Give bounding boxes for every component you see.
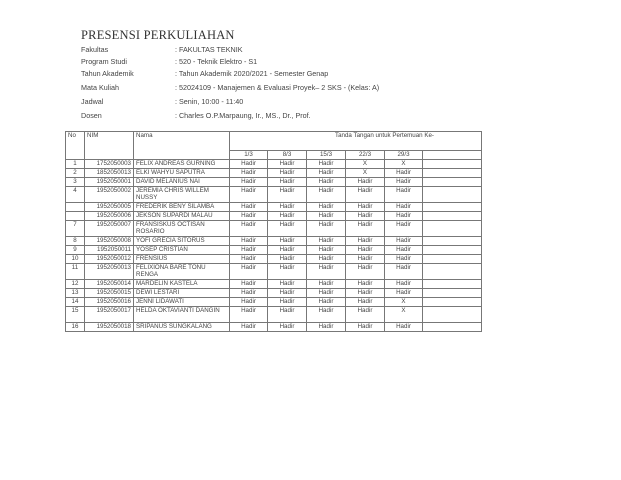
date-cell: 22/3 bbox=[346, 151, 385, 160]
row-attendance: Hadir bbox=[268, 246, 307, 255]
table-row bbox=[66, 255, 482, 264]
row-attendance: Hadir bbox=[307, 280, 346, 289]
row-attendance: Hadir bbox=[307, 289, 346, 298]
row-nim: 1952050005 bbox=[85, 203, 134, 212]
row-attendance: Hadir bbox=[268, 289, 307, 298]
row-attendance: Hadir bbox=[230, 323, 268, 332]
info-label: Jadwal bbox=[81, 97, 104, 106]
row-empty bbox=[423, 323, 482, 332]
row-empty bbox=[423, 203, 482, 212]
row-no: 12 bbox=[66, 280, 85, 289]
row-empty bbox=[423, 280, 482, 289]
row-nim: 1952050018 bbox=[85, 323, 134, 332]
table-row bbox=[66, 298, 482, 307]
row-attendance: Hadir bbox=[230, 187, 268, 203]
row-attendance: Hadir bbox=[346, 323, 385, 332]
row-nama: DEWI LESTARI bbox=[134, 289, 230, 298]
row-attendance: Hadir bbox=[385, 289, 423, 298]
row-nama: JENNI LIDAWATI bbox=[134, 298, 230, 307]
row-attendance: Hadir bbox=[268, 298, 307, 307]
row-attendance: Hadir bbox=[307, 246, 346, 255]
row-attendance: Hadir bbox=[268, 264, 307, 280]
info-label: Fakultas bbox=[81, 45, 109, 54]
row-empty bbox=[423, 178, 482, 187]
row-attendance: Hadir bbox=[346, 289, 385, 298]
row-empty bbox=[423, 169, 482, 178]
row-no: 3 bbox=[66, 178, 85, 187]
row-attendance: Hadir bbox=[307, 255, 346, 264]
row-attendance: Hadir bbox=[230, 221, 268, 237]
row-no bbox=[66, 203, 85, 212]
date-cell: 8/3 bbox=[268, 151, 307, 160]
row-attendance: Hadir bbox=[385, 169, 423, 178]
row-attendance: Hadir bbox=[385, 237, 423, 246]
row-nim: 1752050003 bbox=[85, 160, 134, 169]
page-title: PRESENSI PERKULIAHAN bbox=[81, 28, 235, 42]
row-nama: YOFI GRECIA SITORUS bbox=[134, 237, 230, 246]
row-attendance: Hadir bbox=[268, 203, 307, 212]
row-no: 14 bbox=[66, 298, 85, 307]
row-nama: ELKI WAHYU SAPUTRA bbox=[134, 169, 230, 178]
row-attendance: Hadir bbox=[346, 212, 385, 221]
row-nama: FELIX ANDREAS GURNING bbox=[134, 160, 230, 169]
row-attendance: Hadir bbox=[268, 221, 307, 237]
row-nama: YOSEP CRISTIAN bbox=[134, 246, 230, 255]
row-nama: HELDA OKTAVIANTI DANGIN bbox=[134, 307, 230, 323]
row-nim: 1952050016 bbox=[85, 298, 134, 307]
row-nim: 1952050012 bbox=[85, 255, 134, 264]
info-value: : 52024109 - Manajemen & Evaluasi Proyek– 2 SKS - (Kelas: A) bbox=[175, 83, 380, 92]
attendance-table bbox=[65, 131, 482, 332]
row-attendance: Hadir bbox=[230, 237, 268, 246]
row-attendance: Hadir bbox=[385, 187, 423, 203]
table-row bbox=[66, 160, 482, 169]
row-no: 8 bbox=[66, 237, 85, 246]
info-label: Mata Kuliah bbox=[81, 83, 119, 92]
row-attendance: Hadir bbox=[307, 237, 346, 246]
table-header-row bbox=[66, 132, 482, 151]
row-no: 10 bbox=[66, 255, 85, 264]
row-attendance: Hadir bbox=[230, 264, 268, 280]
row-no: 4 bbox=[66, 187, 85, 203]
row-nama: FRENSIUS bbox=[134, 255, 230, 264]
row-empty bbox=[423, 298, 482, 307]
table-row bbox=[66, 212, 482, 221]
row-attendance: Hadir bbox=[268, 307, 307, 323]
row-attendance: X bbox=[346, 169, 385, 178]
row-attendance: Hadir bbox=[268, 237, 307, 246]
row-attendance: Hadir bbox=[346, 298, 385, 307]
row-attendance: Hadir bbox=[230, 280, 268, 289]
row-empty bbox=[423, 289, 482, 298]
row-attendance: Hadir bbox=[307, 169, 346, 178]
row-empty bbox=[423, 264, 482, 280]
table-row bbox=[66, 264, 482, 280]
row-attendance: Hadir bbox=[230, 203, 268, 212]
row-attendance: Hadir bbox=[230, 298, 268, 307]
header-no: No bbox=[66, 132, 85, 160]
row-attendance: Hadir bbox=[268, 169, 307, 178]
row-no: 1 bbox=[66, 160, 85, 169]
table-row bbox=[66, 280, 482, 289]
row-attendance: Hadir bbox=[230, 169, 268, 178]
row-attendance: Hadir bbox=[268, 178, 307, 187]
row-attendance: Hadir bbox=[385, 203, 423, 212]
row-attendance: Hadir bbox=[307, 298, 346, 307]
row-attendance: Hadir bbox=[346, 178, 385, 187]
row-empty bbox=[423, 246, 482, 255]
info-value: : Charles O.P.Marpaung, Ir., MS., Dr., Prof. bbox=[175, 111, 311, 120]
header-tanda-tangan: Tanda Tangan untuk Pertemuan Ke- bbox=[230, 132, 482, 151]
row-nim: 1952050014 bbox=[85, 280, 134, 289]
row-attendance: Hadir bbox=[307, 323, 346, 332]
row-attendance: Hadir bbox=[346, 280, 385, 289]
row-empty bbox=[423, 187, 482, 203]
row-attendance: Hadir bbox=[268, 255, 307, 264]
row-attendance: Hadir bbox=[268, 187, 307, 203]
row-nama: SRIPANUS SUNGKALANG bbox=[134, 323, 230, 332]
row-attendance: Hadir bbox=[307, 203, 346, 212]
row-attendance: Hadir bbox=[230, 289, 268, 298]
row-nama: FREDERIK BENY SILAMBA bbox=[134, 203, 230, 212]
row-attendance: Hadir bbox=[346, 221, 385, 237]
row-nim: 1952050011 bbox=[85, 246, 134, 255]
row-attendance: X bbox=[385, 298, 423, 307]
row-nim: 1952050013 bbox=[85, 264, 134, 280]
row-empty bbox=[423, 212, 482, 221]
table-row bbox=[66, 178, 482, 187]
row-attendance: Hadir bbox=[346, 237, 385, 246]
row-empty bbox=[423, 255, 482, 264]
info-value: : FAKULTAS TEKNIK bbox=[175, 45, 243, 54]
row-nim: 1952050007 bbox=[85, 221, 134, 237]
table-row bbox=[66, 323, 482, 332]
row-attendance: Hadir bbox=[307, 187, 346, 203]
row-nim: 1952050006 bbox=[85, 212, 134, 221]
table-row bbox=[66, 307, 482, 323]
row-attendance: Hadir bbox=[230, 212, 268, 221]
info-value: : Senin, 10:00 - 11:40 bbox=[175, 97, 244, 106]
row-empty bbox=[423, 160, 482, 169]
row-nama: JEKSON SUPARDI MALAU bbox=[134, 212, 230, 221]
row-attendance: Hadir bbox=[385, 246, 423, 255]
row-attendance: X bbox=[385, 160, 423, 169]
row-nim: 1852050013 bbox=[85, 169, 134, 178]
row-attendance: Hadir bbox=[307, 264, 346, 280]
row-empty bbox=[423, 237, 482, 246]
date-cell-empty bbox=[423, 151, 482, 160]
row-nim: 1952050008 bbox=[85, 237, 134, 246]
row-attendance: Hadir bbox=[385, 255, 423, 264]
table-row bbox=[66, 169, 482, 178]
row-attendance: Hadir bbox=[385, 221, 423, 237]
row-attendance: Hadir bbox=[307, 221, 346, 237]
row-nama: JEREMIA CHRIS WILLEM NUSSY bbox=[134, 187, 230, 203]
row-nim: 1952050001 bbox=[85, 178, 134, 187]
date-cell: 15/3 bbox=[307, 151, 346, 160]
row-attendance: Hadir bbox=[385, 323, 423, 332]
row-attendance: Hadir bbox=[307, 160, 346, 169]
header-nim: NIM bbox=[85, 132, 134, 160]
table-row bbox=[66, 237, 482, 246]
table-row bbox=[66, 289, 482, 298]
row-attendance: Hadir bbox=[307, 178, 346, 187]
row-attendance: Hadir bbox=[346, 203, 385, 212]
date-cell: 29/3 bbox=[385, 151, 423, 160]
date-cell: 1/3 bbox=[230, 151, 268, 160]
row-attendance: Hadir bbox=[230, 255, 268, 264]
row-attendance: Hadir bbox=[385, 280, 423, 289]
row-attendance: Hadir bbox=[230, 178, 268, 187]
table-row bbox=[66, 221, 482, 237]
info-label: Tahun Akademik bbox=[81, 69, 134, 78]
row-no: 9 bbox=[66, 246, 85, 255]
row-nama: FRANSISKUS OCTISAN ROSARIO bbox=[134, 221, 230, 237]
row-nim: 1952050002 bbox=[85, 187, 134, 203]
row-attendance: Hadir bbox=[346, 307, 385, 323]
row-attendance: Hadir bbox=[307, 307, 346, 323]
row-no: 2 bbox=[66, 169, 85, 178]
row-empty bbox=[423, 221, 482, 237]
row-attendance: Hadir bbox=[385, 264, 423, 280]
header-nama: Nama bbox=[134, 132, 230, 160]
row-attendance: Hadir bbox=[268, 160, 307, 169]
row-attendance: Hadir bbox=[385, 212, 423, 221]
row-nim: 1952050017 bbox=[85, 307, 134, 323]
row-attendance: Hadir bbox=[268, 323, 307, 332]
table-row bbox=[66, 246, 482, 255]
row-no: 15 bbox=[66, 307, 85, 323]
row-empty bbox=[423, 307, 482, 323]
row-nama: DAVID MELANIUS NAI bbox=[134, 178, 230, 187]
row-no: 7 bbox=[66, 221, 85, 237]
row-attendance: Hadir bbox=[268, 280, 307, 289]
info-value: : Tahun Akademik 2020/2021 - Semester Genap bbox=[175, 69, 329, 78]
info-value: : 520 - Teknik Elektro - S1 bbox=[175, 57, 258, 66]
row-nama: FELIXIONA BARE TONU RENGA bbox=[134, 264, 230, 280]
row-attendance: Hadir bbox=[385, 178, 423, 187]
row-attendance: Hadir bbox=[268, 212, 307, 221]
info-label: Program Studi bbox=[81, 57, 127, 66]
row-attendance: Hadir bbox=[346, 187, 385, 203]
table-row bbox=[66, 187, 482, 203]
row-attendance: Hadir bbox=[230, 246, 268, 255]
row-attendance: Hadir bbox=[307, 212, 346, 221]
row-attendance: X bbox=[346, 160, 385, 169]
row-attendance: Hadir bbox=[346, 264, 385, 280]
row-nim: 1952050015 bbox=[85, 289, 134, 298]
row-attendance: Hadir bbox=[230, 160, 268, 169]
row-attendance: Hadir bbox=[230, 307, 268, 323]
row-no: 13 bbox=[66, 289, 85, 298]
row-no bbox=[66, 212, 85, 221]
row-no: 16 bbox=[66, 323, 85, 332]
table-row bbox=[66, 203, 482, 212]
row-no: 11 bbox=[66, 264, 85, 280]
row-attendance: X bbox=[385, 307, 423, 323]
row-attendance: Hadir bbox=[346, 255, 385, 264]
row-attendance: Hadir bbox=[346, 246, 385, 255]
row-nama: MARDELIN KASTELA bbox=[134, 280, 230, 289]
info-label: Dosen bbox=[81, 111, 102, 120]
